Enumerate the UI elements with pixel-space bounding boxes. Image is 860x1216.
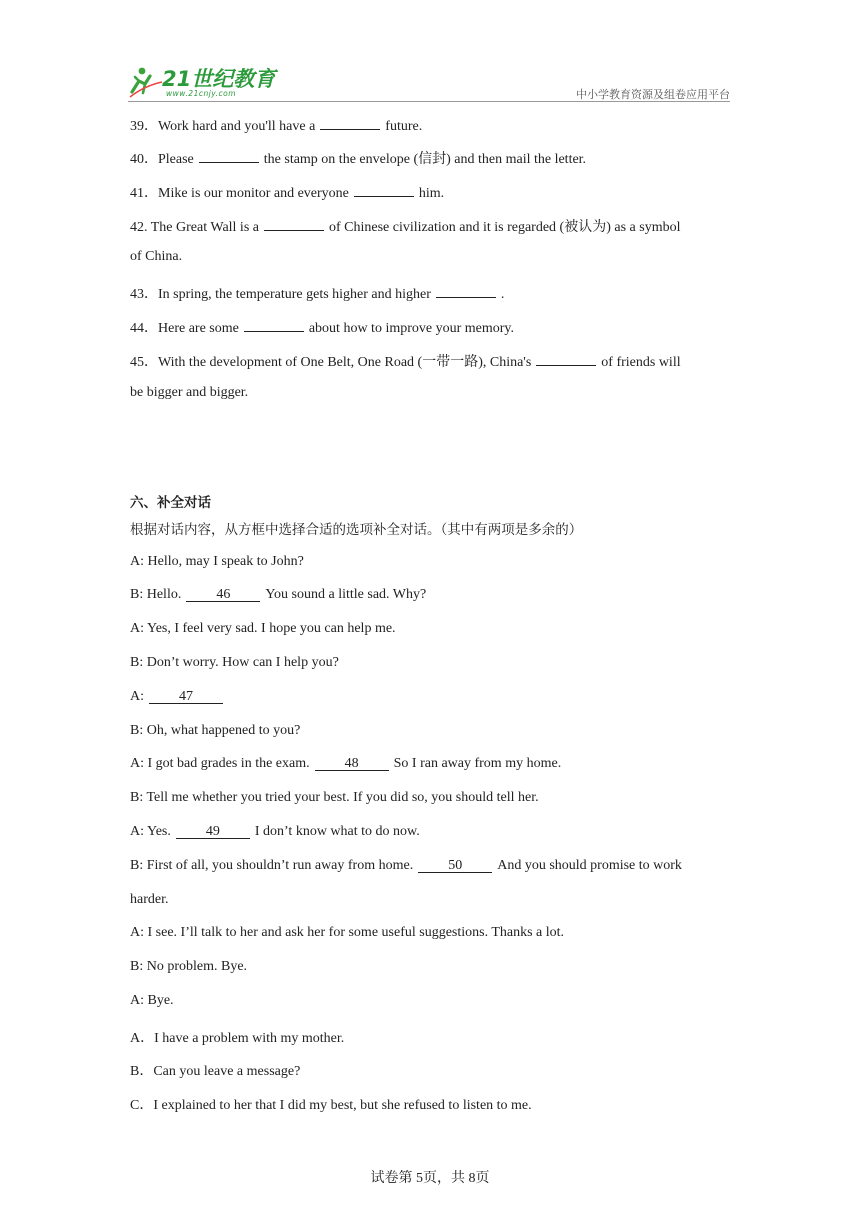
dialogue-line: A: I see. I’ll talk to her and ask her for some useful suggestions. Thanks a lot. (130, 925, 565, 940)
section-instruction: 根据对话内容，从方框中选择合适的选项补全对话。（其中有两项是多余的） (130, 522, 583, 538)
dialogue-line: B: Oh, what happened to you? (130, 723, 301, 738)
question-39: 39．Work hard and you'll have a future. (130, 115, 422, 135)
question-45: 45．With the development of One Belt, One Road (一带一路), China's of friends will (130, 351, 681, 371)
dialogue-line: B: Don’t worry. How can I help you? (130, 655, 339, 670)
option-a: A．I have a problem with my mother. (130, 1031, 345, 1046)
blank-47[interactable]: 47 (149, 690, 223, 704)
dialogue-line: A: 47 (130, 689, 228, 705)
dialogue-line: B: No problem. Bye. (130, 959, 248, 974)
question-42: 42. The Great Wall is a of Chinese civilization and it is regarded (被认为) as a symbol (130, 216, 680, 236)
question-42-continued: of China. (130, 249, 183, 264)
blank-48[interactable]: 48 (315, 757, 389, 771)
option-c: C．I explained to her that I did my best, but she refused to listen to me. (130, 1098, 532, 1113)
logo-21cnjy (128, 62, 288, 100)
answer-blank[interactable] (264, 217, 324, 231)
blank-49[interactable]: 49 (176, 825, 250, 839)
section-title: 六、补全对话 (130, 495, 211, 511)
answer-blank[interactable] (244, 318, 304, 332)
answer-blank[interactable] (354, 183, 414, 197)
blank-50[interactable]: 50 (418, 859, 492, 873)
dialogue-line: A: Hello, may I speak to John? (130, 554, 304, 569)
answer-blank[interactable] (199, 149, 259, 163)
option-b: B．Can you leave a message? (130, 1064, 301, 1079)
answer-blank[interactable] (536, 352, 596, 366)
page-footer: 试卷第 5页，共 8页 (370, 1171, 490, 1186)
logo-url: www.21cnjy.com (166, 89, 237, 98)
question-45-continued: be bigger and bigger. (130, 385, 249, 400)
page-header (128, 62, 730, 102)
runner-icon (130, 68, 162, 97)
answer-blank[interactable] (436, 284, 496, 298)
dialogue-line: A: Yes. 49 I don’t know what to do now. (130, 824, 420, 839)
question-43: 43．In spring, the temperature gets higher and higher . (130, 283, 504, 303)
question-40: 40．Please the stamp on the envelope (信封) and then mail the letter. (130, 148, 586, 168)
logo-text: 21世纪教育 (162, 67, 276, 91)
header-divider (128, 101, 730, 102)
dialogue-line: B: Tell me whether you tried your best. If you did so, you should tell her. (130, 790, 539, 805)
dialogue-line: B: Hello. 46 You sound a little sad. Why? (130, 587, 427, 602)
dialogue-line: A: Bye. (130, 993, 174, 1008)
dialogue-line: A: Yes, I feel very sad. I hope you can help me. (130, 621, 396, 636)
dialogue-line-continued: harder. (130, 892, 169, 907)
dialogue-line: A: I got bad grades in the exam. 48 So I ran away from my home. (130, 756, 562, 771)
header-platform-name: 中小学教育资源及组卷应用平台 (576, 88, 730, 101)
question-41: 41．Mike is our monitor and everyone him. (130, 182, 444, 202)
blank-46[interactable]: 46 (186, 588, 260, 602)
question-44: 44．Here are some about how to improve your memory. (130, 317, 514, 337)
answer-blank[interactable] (320, 116, 380, 130)
dialogue-line: B: First of all, you shouldn’t run away from home. 50 And you should promise to work (130, 858, 682, 873)
